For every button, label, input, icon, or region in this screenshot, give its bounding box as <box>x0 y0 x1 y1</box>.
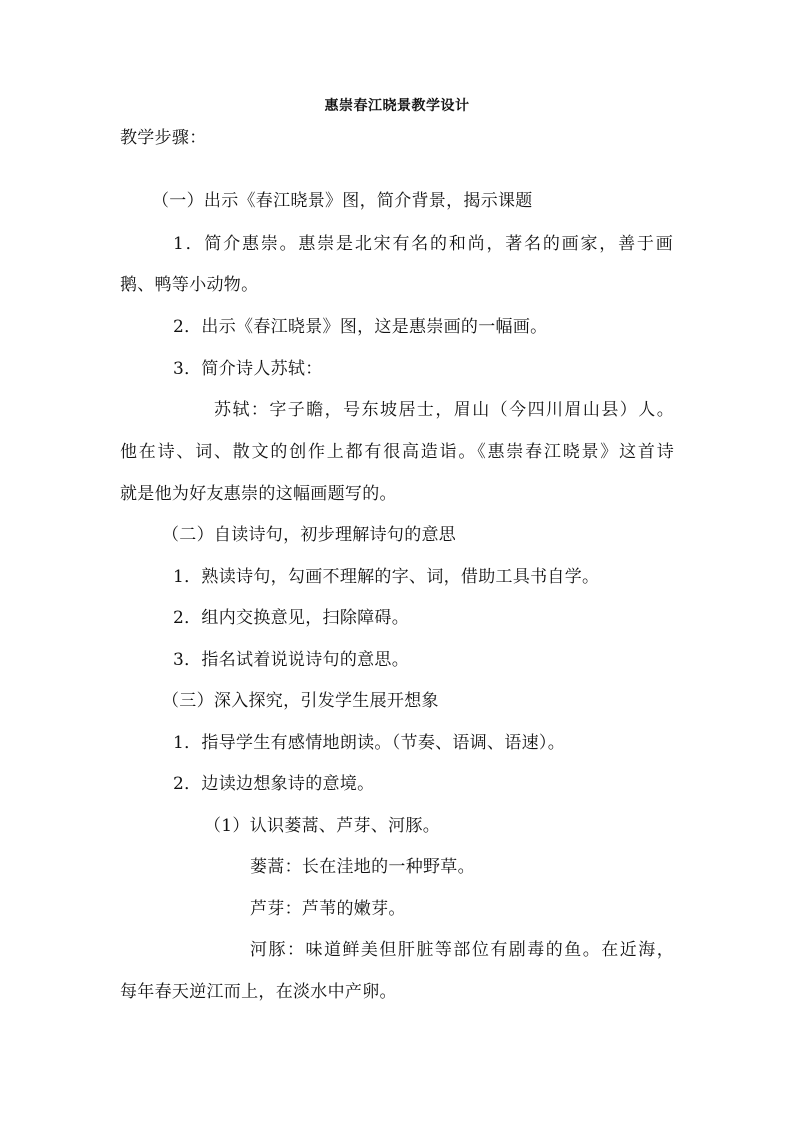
section1-header: （一）出示《春江晓景》图，简介背景，揭示课题 <box>152 191 533 211</box>
section1-item2: 2．出示《春江晓景》图，这是惠崇画的一幅画。 <box>173 317 548 337</box>
section2-item3: 3．指名试着说说诗句的意思。 <box>173 650 410 670</box>
definition-luya: 芦芽：芦苇的嫩芽。 <box>250 899 406 919</box>
section3-header: （三）深入探究，引发学生展开想象 <box>162 691 439 711</box>
section1-item1-line2: 鹅、鸭等小动物。 <box>120 275 259 295</box>
definition-hetun-line1: 河豚：味道鲜美但肝脏等部位有剧毒的鱼。在近海， <box>250 940 674 960</box>
section2-item2: 2．组内交换意见，扫除障碍。 <box>173 608 410 628</box>
section2-item1: 1．熟读诗句，勾画不理解的字、词，借助工具书自学。 <box>173 567 600 587</box>
document-title: 惠崇春江晓景教学设计 <box>324 98 470 114</box>
section2-header: （二）自读诗句，初步理解诗句的意思 <box>162 525 457 545</box>
sushi-bio-line1: 苏轼：字子瞻，号东坡居士，眉山（今四川眉山县）人。 <box>214 400 674 420</box>
section3-item1: 1．指导学生有感情地朗读。（节奏、语调、语速）。 <box>173 733 566 753</box>
section3-subitem1: （1）认识蒌蒿、芦芽、河豚。 <box>204 816 441 836</box>
steps-heading: 教学步骤： <box>120 128 207 148</box>
sushi-bio-line2: 他在诗、词、散文的创作上都有很高造诣。《惠崇春江晓景》这首诗 <box>120 442 674 462</box>
section3-item2: 2．边读边想象诗的意境。 <box>173 774 375 794</box>
definition-louhao: 蒌蒿：长在洼地的一种野草。 <box>250 857 475 877</box>
definition-hetun-line2: 每年春天逆江而上，在淡水中产卵。 <box>120 982 397 1002</box>
section1-item1-line1: 1．简介惠崇。惠崇是北宋有名的和尚，著名的画家，善于画 <box>173 234 673 254</box>
sushi-bio-line3: 就是他为好友惠崇的这幅画题写的。 <box>120 484 397 504</box>
section1-item3: 3．简介诗人苏轼： <box>173 359 323 379</box>
